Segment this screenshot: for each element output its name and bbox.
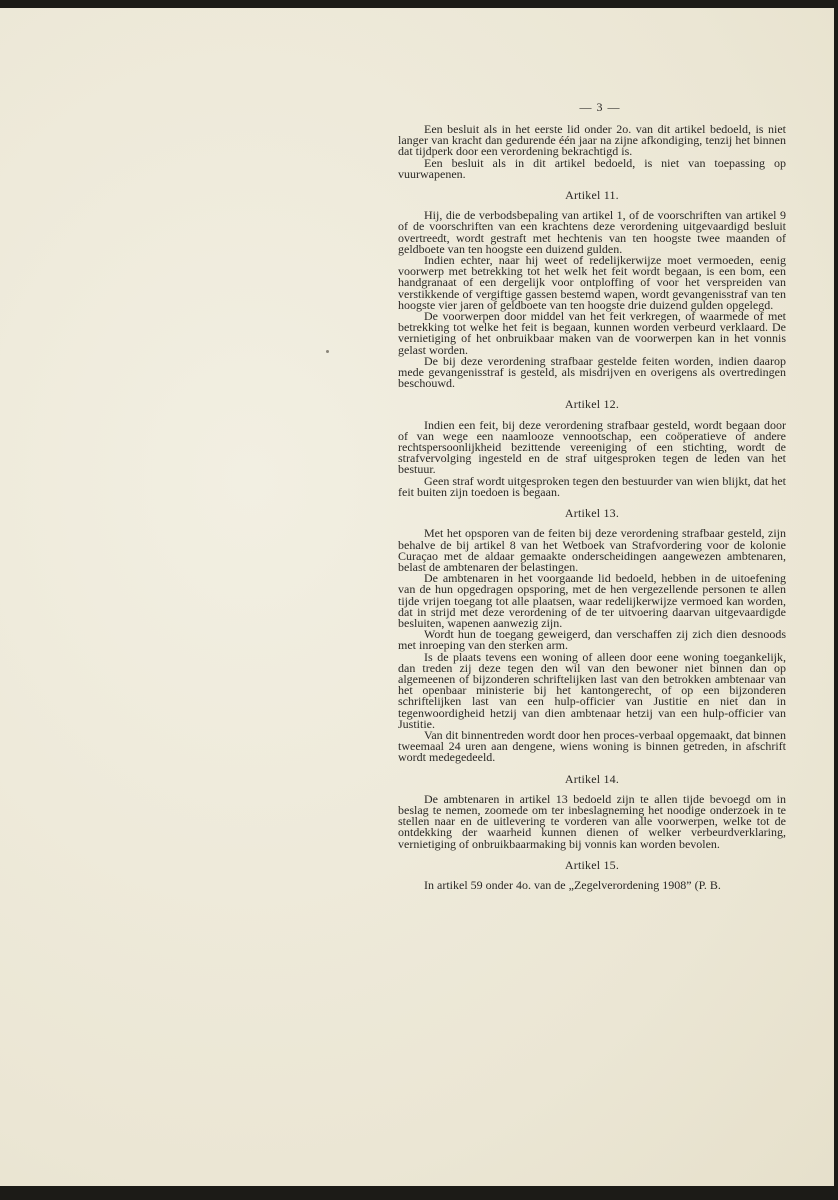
- paragraph: Van dit binnentreden wordt door hen proces-verbaal opgemaakt, dat binnen tweemaal 24 uren aan dengene, wiens woning is binnen getreden, in afschrift wordt medegedeeld.: [398, 727, 786, 765]
- paragraph: Met het opsporen van de feiten bij deze verordening strafbaar gesteld, zijn behalve de bij artikel 8 van het Wetboek van Strafvordering voor de kolonie Curaçao met de aldaar gemaakte onderscheidingen aangewezen ambtenaren, belast de ambtenaren der belastingen.: [398, 526, 786, 574]
- article-heading: Artikel 11.: [565, 188, 619, 203]
- paragraph: De ambtenaren in het voorgaande lid bedoeld, hebben in de uitoefening van de hun opgedragen opsporing, met de hen vergezellende personen te allen tijde vrijen toegang tot alle plaatsen, waar redelijkerwijze vermoed kan worden, dat in strijd met deze verordening of de ter uitvoering daarvan uitgevaardigde besluiten, wapenen aanwezig zijn.: [398, 571, 786, 630]
- paragraph: De bij deze verordening strafbaar gestelde feiten worden, indien daarop mede gevangenisstraf is gesteld, als misdrijven en overigens als overtredingen beschouwd.: [398, 353, 786, 391]
- paragraph: De voorwerpen door middel van het feit verkregen, of waarmede of met betrekking tot welke het feit is begaan, kunnen worden verbeurd verklaard. De vernietiging of het onbruikbaar maken van de voorwerpen kan in het vonnis gelast worden.: [398, 309, 786, 357]
- article-heading: Artikel 12.: [564, 397, 620, 412]
- article-heading: Artikel 14.: [564, 771, 620, 786]
- paragraph: Is de plaats tevens een woning of alleen door eene woning toegankelijk, dan treden zij deze tegen den wil van den bewoner niet binnen dan op algemeenen of bijzonderen schriftelijken last van den betrokken ambtenaar van het openbaar ministerie bij het kantongerecht, of op een bijzonderen schriftelijken last van een hulp-officier van Justitie en niet dan in tegenwoordigheid hetzij van dien ambtenaar hetzij van een hulp-officier van Justitie.: [398, 649, 786, 731]
- paragraph: Hij, die de verbodsbepaling van artikel 1, of de voorschriften van artikel 9 of de voorschriften van een krachtens deze verordening uitgevaardigd besluit overtreedt, wordt gestraft met hechtenis van ten hoogste twee maanden of geldboete van ten hoogste een duizend gulden.: [398, 208, 786, 256]
- document-page: [0, 8, 834, 1186]
- paragraph: Een besluit als in het eerste lid onder 2o. van dit artikel bedoeld, is niet langer van kracht dan gedurende één jaar na zijne afkondiging, tenzij het binnen dat tijdperk door een verordening bekrachtigd is.: [398, 122, 786, 159]
- paragraph: Een besluit als in dit artikel bedoeld, is niet van toepassing op vuurwapenen.: [398, 155, 786, 181]
- article-heading: Artikel 15.: [564, 857, 620, 872]
- paragraph: De ambtenaren in artikel 13 bedoeld zijn te allen tijde bevoegd om in beslag te nemen, zoomede om ter inbeslagneming het noodige onderzoek in te stellen naar en de uitlevering te vorderen van alle voorwerpen, welke tot de ontdekking der waarheid kunnen dienen of welker verbeurdverklaring, vernietiging of onbruikbaarmaking bij vonnis kan worden bevolen.: [398, 791, 786, 851]
- page-number: — 3 —: [579, 100, 621, 114]
- article-heading: Artikel 13.: [564, 506, 620, 521]
- paragraph: Wordt hun de toegang geweigerd, dan verschaffen zij zich dien desnoods met inroeping van den sterken arm.: [398, 627, 786, 653]
- paper-spot: [326, 350, 329, 353]
- paragraph: Geen straf wordt uitgesproken tegen den bestuurder van wien blijkt, dat het feit buiten zijn toedoen is begaan.: [398, 473, 786, 499]
- paragraph: Indien echter, naar hij weet of redelijkerwijze moet vermoeden, eenig voorwerp met betrekking tot het welk het feit wordt begaan, is een bom, een handgranaat of een dergelijk voor ontploffing of voor het verspreiden van verstikkende of vergiftige gassen bestemd wapen, wordt gevangenisstraf van ten hoogste vier jaren of geldboete van ten hoogste drie duizend gulden opgelegd.: [398, 253, 786, 312]
- paragraph: Indien een feit, bij deze verordening strafbaar gesteld, wordt begaan door of van wege een naamlooze vennootschap, een coöperatieve of andere rechtspersoonlijkheid bezittende vereeniging of een stichting, wordt de strafvervolging ingesteld en de straf uitgesproken tegen de leden van het bestuur.: [398, 417, 786, 477]
- text-column: [398, 124, 786, 891]
- paragraph: In artikel 59 onder 4o. van de „Zegelverordening 1908” (P. B.: [424, 877, 721, 892]
- scan-border: [0, 1186, 838, 1200]
